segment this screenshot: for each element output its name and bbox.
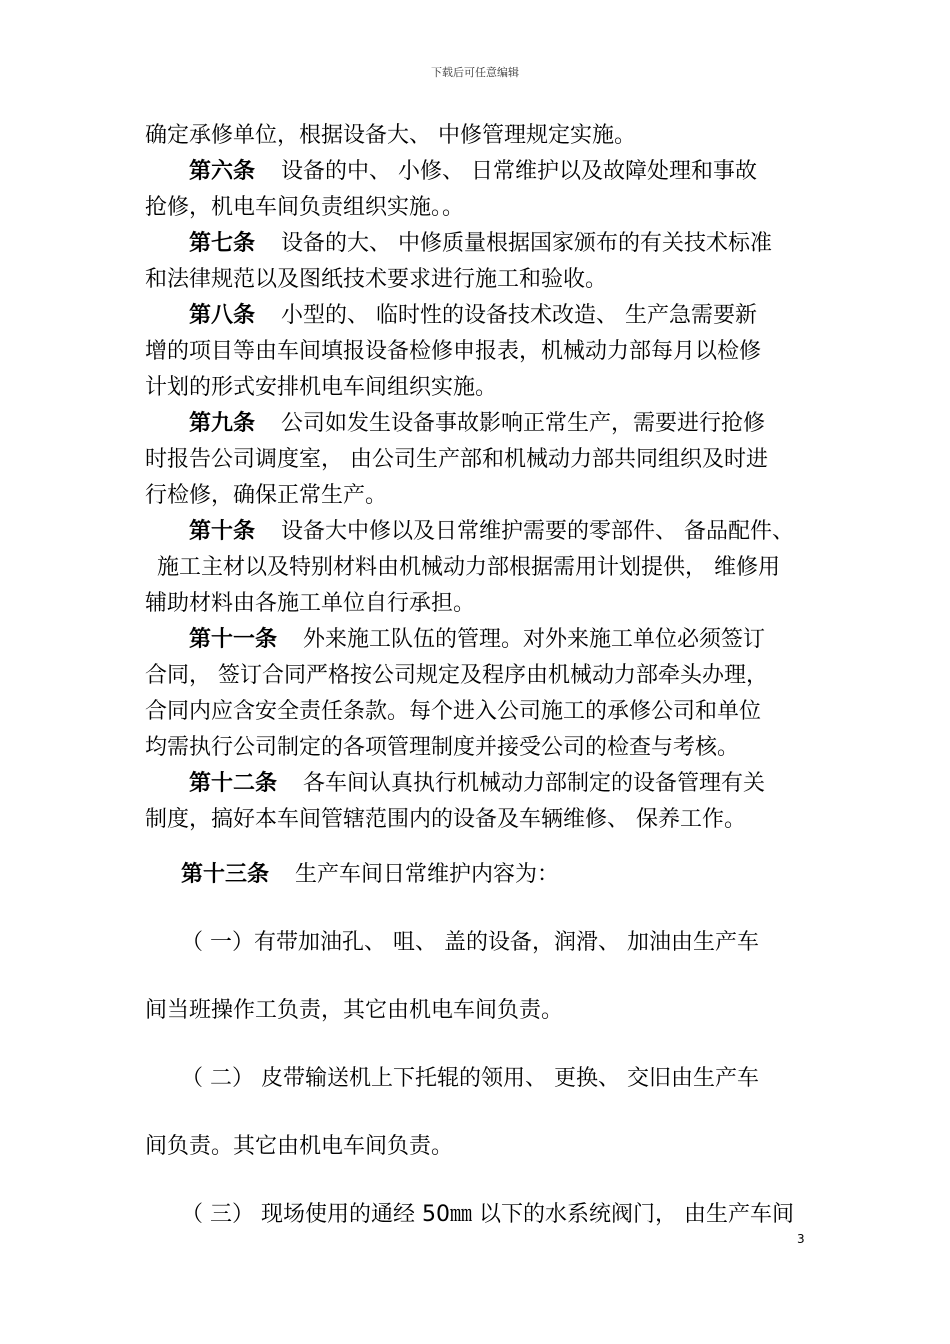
list-item-2-line-1: （ 二） 皮带输送机上下托辊的领用、 更换、 交旧由生产车 (181, 1066, 759, 1091)
article-7 (145, 226, 825, 262)
article-label: 第十三条 (181, 862, 270, 887)
article-text: 各车间认真执行机械动力部制定的设备管理有关 (303, 771, 766, 796)
article-text: 外来施工队伍的管理。对外来施工单位必须签订 (303, 627, 766, 652)
article-label: 第七条 (189, 231, 256, 256)
paragraph-line: 增的项目等由车间填报设备检修申报表，机械动力部每月以检修 (145, 339, 762, 364)
article-8 (145, 298, 825, 334)
article-9 (145, 406, 825, 442)
article-text: 设备大中修以及日常维护需要的零部件、 备品配件、 (281, 519, 795, 544)
article-text: 设备的中、 小修、 日常维护以及故障处理和事故 (281, 159, 758, 184)
article-6 (145, 154, 825, 190)
paragraph-line: 和法律规范以及图纸技术要求进行施工和验收。 (145, 267, 608, 292)
article-text: 公司如发生设备事故影响正常生产，需要进行抢修 (281, 411, 766, 436)
paragraph-line: 施工主材以及特别材料由机械动力部根据需用计划提供， 维修用 (157, 555, 780, 580)
article-11 (145, 622, 825, 658)
document-body (145, 118, 825, 1233)
list-item-2-line-2: 间负责。其它由机电车间负责。 (145, 1134, 454, 1159)
paragraph-line: 均需执行公司制定的各项管理制度并接受公司的检查与考核。 (145, 735, 740, 760)
article-label: 第十条 (189, 519, 256, 544)
list-item-1-line-2: 间当班操作工负责，其它由机电车间负责。 (145, 998, 564, 1023)
paragraph-line: 抢修，机电车间负责组织实施。。 (145, 195, 465, 220)
page-number: 3 (797, 1232, 805, 1246)
article-label: 第六条 (189, 159, 256, 184)
article-12 (145, 766, 825, 802)
article-text: 设备的大、 中修质量根据国家颁布的有关技术标准 (281, 231, 773, 256)
paragraph-line: 辅助材料由各施工单位自行承担。 (145, 591, 476, 616)
list-item-1-line-1: （ 一）有带加油孔、 咀、 盖的设备，润滑、 加油由生产车 (181, 930, 759, 955)
paragraph-line: 确定承修单位，根据设备大、 中修管理规定实施。 (145, 123, 636, 148)
article-13 (145, 857, 825, 893)
paragraph-line: 行检修，确保正常生产。 (145, 483, 388, 508)
article-10 (145, 514, 825, 550)
paragraph-line: 时报告公司调度室， 由公司生产部和机械动力部共同组织及时进 (145, 447, 768, 472)
article-text: 生产车间日常维护内容为： (295, 862, 560, 887)
article-label: 第十二条 (189, 771, 278, 796)
article-label: 第十一条 (189, 627, 278, 652)
article-label: 第八条 (189, 303, 256, 328)
list-item-3-line-1: （ 三） 现场使用的通经 50㎜ 以下的水系统阀门， 由生产车间 (181, 1202, 794, 1227)
paragraph-line: 合同内应含安全责任条款。每个进入公司施工的承修公司和单位 (145, 699, 762, 724)
page-header: 下载后可任意编辑 (431, 66, 519, 79)
paragraph-line: 合同， 签订合同严格按公司规定及程序由机械动力部牵头办理， (145, 663, 768, 688)
paragraph-line: 计划的形式安排机电车间组织实施。 (145, 375, 498, 400)
paragraph-line: 制度，搞好本车间管辖范围内的设备及车辆维修、 保养工作。 (145, 807, 746, 832)
article-label: 第九条 (189, 411, 256, 436)
article-text: 小型的、 临时性的设备技术改造、 生产急需要新 (281, 303, 758, 328)
